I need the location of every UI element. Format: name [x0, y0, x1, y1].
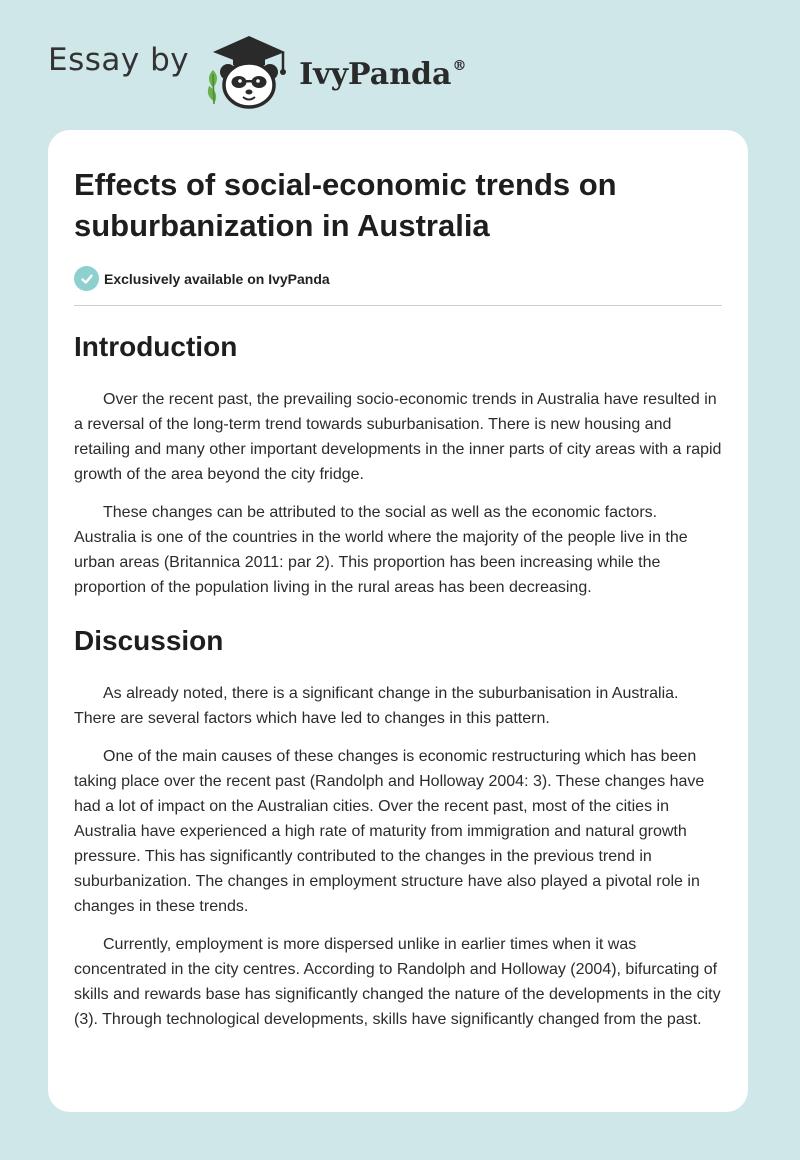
essay-title: Effects of social-economic trends on suburbanization in Australia	[74, 167, 617, 243]
exclusive-badge-text: Exclusively available on IvyPanda	[104, 270, 330, 287]
check-circle-icon	[74, 266, 99, 291]
essay-card	[48, 130, 748, 1112]
section-introduction	[74, 328, 722, 600]
brand-prefix: Essay by	[48, 42, 190, 78]
brand-name	[299, 57, 466, 92]
section-heading: Introduction	[74, 331, 238, 362]
paragraph: One of the main causes of these changes is economic restructuring which has been taking place over the recent past (Randolph and Holloway 2004: 3). These changes have had a lot of impact on the Australian cities. Over the recent past, most of the cities in Australia have experienced a high rate of maturity from immigration and natural growth pressure. This has significantly contributed to the changes in the previous trend in suburbanization. The changes in employment structure have also played a pivotal role in changes in these trends.	[74, 748, 705, 915]
brand-header[interactable]	[48, 30, 466, 110]
paragraph: Currently, employment is more dispersed unlike in earlier times when it was concentrated in the city centres. According to Randolph and Holloway (2004), bifurcating of skills and rewards base has significantly changed the nature of the developments in the city (3). Through technological developments, skills have significantly changed from the past.	[74, 936, 721, 1028]
section-heading: Discussion	[74, 625, 224, 656]
brand-name-text: IvyPanda	[299, 56, 452, 92]
registered-mark: ®	[452, 57, 467, 74]
paragraph: As already noted, there is a significant change in the suburbanisation in Australia. There are several factors which have led to changes in this pattern.	[74, 685, 679, 727]
panda-graduation-cap-icon	[203, 30, 295, 110]
paragraph: Over the recent past, the prevailing socio-economic trends in Australia have resulted in a reversal of the long-term trend towards suburbanisation. There is new housing and retailing and many other important developments in the inner parts of city areas with a rapid growth of the area beyond the city fridge.	[74, 391, 722, 483]
paragraph: These changes can be attributed to the social as well as the economic factors. Australia is one of the countries in the world where the majority of the people live in the urban areas (Britannica 2011: par 2). This proportion has been increasing while the proportion of the population living in the rural areas has been decreasing.	[74, 504, 688, 596]
section-discussion	[74, 622, 722, 1032]
exclusive-badge	[74, 266, 722, 306]
